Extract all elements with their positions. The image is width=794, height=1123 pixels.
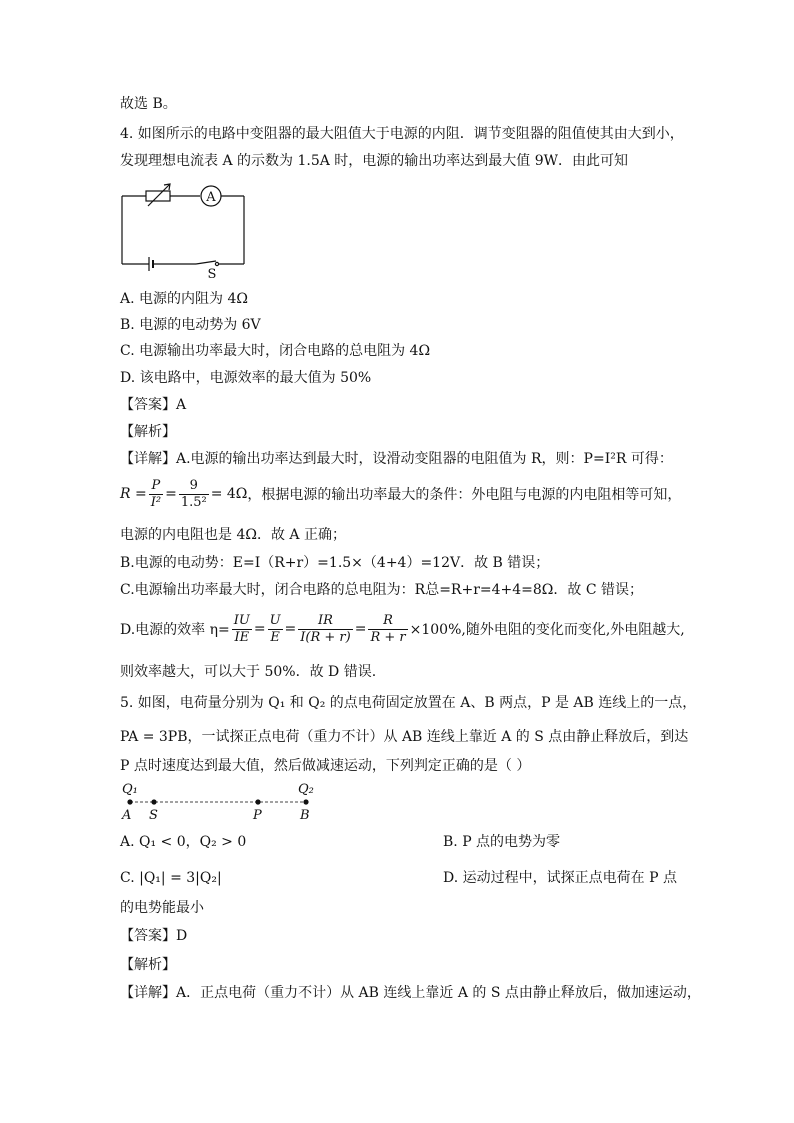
q4-detail-b: B.电源的电动势：E=I（R+r）=1.5×（4+4）=12V．故 B 错误； (120, 555, 550, 571)
q4-detail-a-2: 电源的内电阻也是 4Ω．故 A 正确； (120, 527, 346, 543)
q4-option-d: D. 该电路中，电源效率的最大值为 50% (120, 370, 372, 386)
switch-label: S (207, 267, 217, 280)
q5-option-c: C. |Q₁| = 3|Q₂| (120, 870, 222, 886)
q4-option-c: C. 电源输出功率最大时，闭合电路的总电阻为 4Ω (120, 343, 431, 359)
q4-stem-line-2: 发现理想电流表 A 的示数为 1.5A 时，电源的输出功率达到最大值 9W．由此可知 (120, 153, 629, 169)
eq-r-frac-2: $\frac{9}{\text{1.5²}}$ (180, 477, 207, 510)
eq-eff-frac-4: $\frac{R}{R + r}$ (370, 612, 406, 645)
q4-answer: 【答案】A (120, 397, 187, 413)
eq-eff-tail: ×100%,随外电阻的变化而变化,外电阻越大, (409, 622, 685, 638)
q5-option-d-cont: 的电势能最小 (120, 900, 204, 916)
q5-stem-line-1: 5. 如图，电荷量分别为 Q₁ 和 Q₂ 的点电荷固定放置在 A、B 两点，P 是 AB 连线上的一点， (120, 695, 697, 711)
q5-detail-a: 【详解】A．正点电荷（重力不计）从 AB 连线上靠近 A 的 S 点由静止释放后，做加速运动， (120, 985, 701, 1001)
q4-option-a: A. 电源的内阻为 4Ω (120, 291, 248, 307)
q4-equation-efficiency: D.电源的效率 η= $\frac{IU}{IE}$ = $\frac{U}{E}$ = $\frac{IR}{I(R + r)}$ = $\frac{R}{R + r}$ ×100%,随外电阻的变化而变化,外电阻越大, (120, 612, 685, 645)
label-b: B (300, 808, 310, 823)
q5-analysis-heading: 【解析】 (120, 957, 176, 973)
q4-stem-line-1: 4. 如图所示的电路中变阻器的最大阻值大于电源的内阻．调节变阻器的阻值使其由大到小， (120, 126, 684, 142)
eq-eff-frac-2: $\frac{U}{E}$ (269, 612, 281, 645)
q5-charges-diagram (118, 780, 338, 824)
eq-r-tail: ，根据电源的输出功率最大的条件：外电阻与电源的内电阻相等可知， (247, 487, 682, 503)
label-q2: Q₂ (298, 782, 314, 797)
eq-r-rhs: = 4Ω (210, 486, 248, 502)
label-a: A (122, 808, 132, 823)
label-s: S (149, 808, 158, 823)
q4-detail-c: C.电源输出功率最大时，闭合电路的总电阻为：R总=R+r=4+4=8Ω．故 C 错误； (120, 582, 644, 598)
eq-r-frac-1: $\frac{P}{\text{I²}}$ (150, 477, 162, 510)
eq-r-lhs: R = (120, 486, 147, 502)
q4-circuit-diagram (118, 180, 250, 280)
q4-analysis-heading: 【解析】 (120, 424, 176, 440)
q4-detail-a: 【详解】A.电源的输出功率达到最大时，设滑动变阻器的电阻值为 R，则：P=I²R 可得： (120, 451, 673, 467)
label-p: P (253, 808, 262, 823)
q5-stem-line-2: PA = 3PB，一试探正点电荷（重力不计）从 AB 连线上靠近 A 的 S 点由静止释放后，到达 (120, 729, 689, 745)
q5-option-d: D. 运动过程中，试探正点电荷在 P 点 (443, 870, 677, 886)
eq-eff-lead: D.电源的效率 η= (120, 622, 230, 638)
eq-eff-frac-3: $\frac{IR}{I(R + r)}$ (300, 612, 351, 645)
q5-answer: 【答案】D (120, 928, 188, 944)
eq-eff-frac-1: $\frac{IU}{IE}$ (233, 612, 250, 645)
q4-option-b: B. 电源的电动势为 6V (120, 317, 261, 333)
q5-option-b: B. P 点的电势为零 (443, 834, 561, 850)
ammeter-label: A (206, 190, 216, 205)
intro-line: 故选 B。 (120, 96, 177, 112)
q5-stem-line-3: P 点时速度达到最大值，然后做减速运动，下列判定正确的是（ ） (120, 758, 531, 774)
q4-detail-d-2: 则效率越大，可以大于 50%．故 D 错误. (120, 664, 377, 680)
label-q1: Q₁ (122, 782, 138, 797)
q4-equation-r (120, 474, 681, 514)
eq-r-equals: = (165, 486, 177, 502)
q5-option-a: A. Q₁ < 0，Q₂ > 0 (120, 834, 247, 850)
